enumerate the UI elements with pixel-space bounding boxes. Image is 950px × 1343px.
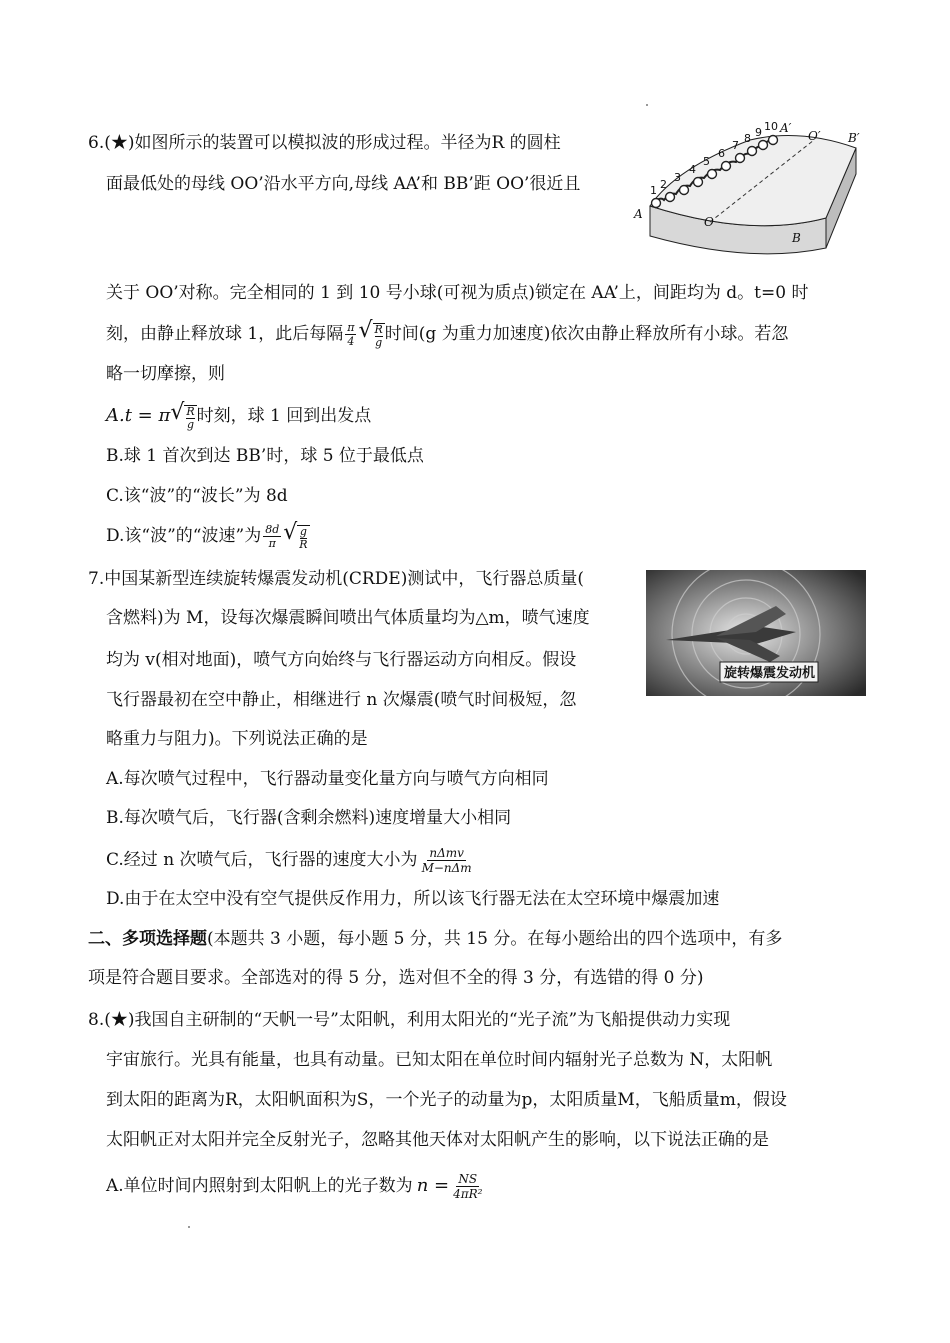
q6-line-1: 6.(★)如图所示的装置可以模拟波的形成过程。半径为R 的圆柱 bbox=[88, 133, 561, 153]
q7-line-3: 均为 v(相对地面)，喷气方向始终与飞行器运动方向相反。假设 bbox=[106, 650, 577, 670]
label-A: A bbox=[634, 207, 643, 221]
label-B-prime: B′ bbox=[848, 131, 860, 145]
ball-label: 5 bbox=[703, 155, 710, 168]
q7-option-d: D.由于在太空中没有空气提供反作用力，所以该飞行器无法在太空环境中爆震加速 bbox=[106, 889, 720, 909]
q6-option-a: A.t = π √ R g 时刻，球 1 回到出发点 bbox=[106, 400, 372, 431]
frac-velocity: $\frac{\text{nΔmv}}{\text{M−nΔm}}$ bbox=[421, 846, 472, 875]
q6-option-b: B.球 1 首次到达 BB’时，球 5 位于最低点 bbox=[106, 446, 424, 466]
ball-label: 3 bbox=[674, 171, 681, 184]
ball-label: 1 bbox=[650, 184, 657, 197]
label-O: O bbox=[704, 215, 714, 229]
ball-label: 9 bbox=[755, 126, 762, 139]
ball-label: 2 bbox=[660, 178, 667, 191]
frac-8d-over-pi: $\frac{8d}{\pi}$ bbox=[265, 523, 280, 550]
section-2-heading: 二、多项选择题(本题共 3 小题，每小题 5 分，共 15 分。在每小题给出的四个选项中，有多 bbox=[88, 929, 783, 949]
engine-photo-caption: 旋转爆震发动机 bbox=[724, 666, 816, 681]
section-2-title: 二、多项选择题 bbox=[88, 929, 207, 949]
q7-line-4: 飞行器最初在空中静止，相继进行 n 次爆震(喷气时间极短，忽 bbox=[106, 690, 577, 710]
sqrt-R-over-g: √ R g bbox=[358, 318, 383, 349]
q7-line-5: 略重力与阻力)。下列说法正确的是 bbox=[106, 729, 368, 749]
ball-label: 10 bbox=[764, 120, 778, 133]
q8-line-3: 到太阳的距离为R，太阳帆面积为S，一个光子的动量为p，太阳质量M，飞船质量m，假设 bbox=[106, 1090, 787, 1110]
q8-option-a: A.单位时间内照射到太阳帆上的光子数为 n = $\frac{NS}{\text{4πR²}}$ bbox=[106, 1172, 483, 1201]
q7-line-1: 7.中国某新型连续旋转爆震发动机(CRDE)测试中，飞行器总质量( bbox=[88, 569, 584, 589]
q7-option-a: A.每次喷气过程中，飞行器动量变化量方向与喷气方向相同 bbox=[106, 769, 549, 789]
label-A-prime: A′ bbox=[780, 121, 792, 135]
q6-line-4: 刻，由静止释放球 1，此后每隔 $\frac{\pi}{4}$ √ R g 时间(g 为重力加速度)依次由静止释放所有小球。若忽 bbox=[106, 318, 789, 349]
q6-line-2: 面最低处的母线 OO’沿水平方向,母线 AA’和 BB’距 OO’很近且 bbox=[106, 174, 581, 194]
q8-line-4: 太阳帆正对太阳并完全反射光子，忽略其他天体对太阳帆产生的影响，以下说法正确的是 bbox=[106, 1130, 769, 1150]
sqrt-g-over-R: √ g R bbox=[283, 520, 308, 551]
q7-line-2: 含燃料)为 M，设每次爆震瞬间喷出气体质量均为△m，喷气速度 bbox=[106, 608, 590, 628]
scan-dot bbox=[646, 104, 648, 106]
sqrt-R-over-g: √ R g bbox=[170, 400, 195, 431]
q6-line-3: 关于 OO’对称。完全相同的 1 到 10 号小球(可视为质点)锁定在 AA’上，间距均为 d。t=0 时 bbox=[106, 283, 809, 303]
label-O-prime: O′ bbox=[808, 129, 821, 143]
frac-photon-count: $\frac{NS}{\text{4πR²}}$ bbox=[453, 1172, 483, 1201]
engine-photo bbox=[646, 570, 866, 696]
ball-label: 4 bbox=[689, 163, 696, 176]
frac-pi-over-4: $\frac{\pi}{4}$ bbox=[347, 321, 355, 348]
label-B: B bbox=[792, 231, 801, 245]
q6-option-d: D.该“波”的“波速”为 $\frac{8d}{\pi}$ √ g R bbox=[106, 520, 308, 551]
section-2-line-2: 项是符合题目要求。全部选对的得 5 分，选对但不全的得 3 分，有选错的得 0 分) bbox=[88, 968, 704, 988]
scan-dot bbox=[188, 1226, 190, 1228]
q7-option-c: C.经过 n 次喷气后，飞行器的速度大小为 $\frac{\text{nΔmv}}{\text{M−nΔm}}$ bbox=[106, 846, 472, 875]
ball-label: 8 bbox=[744, 132, 751, 145]
q7-option-b: B.每次喷气后，飞行器(含剩余燃料)速度增量大小相同 bbox=[106, 808, 512, 828]
ball-label: 7 bbox=[732, 139, 739, 152]
q8-line-1: 8.(★)我国自主研制的“天帆一号”太阳帆，利用太阳光的“光子流”为飞船提供动力实现 bbox=[88, 1010, 731, 1030]
q6-option-c: C.该“波”的“波长”为 8d bbox=[106, 486, 288, 506]
q6-figure bbox=[630, 118, 860, 260]
ball-label: 6 bbox=[718, 147, 725, 160]
q8-line-2: 宇宙旅行。光具有能量，也具有动量。已知太阳在单位时间内辐射光子总数为 N，太阳帆 bbox=[106, 1050, 773, 1070]
q6-line-5: 略一切摩擦，则 bbox=[106, 364, 225, 384]
